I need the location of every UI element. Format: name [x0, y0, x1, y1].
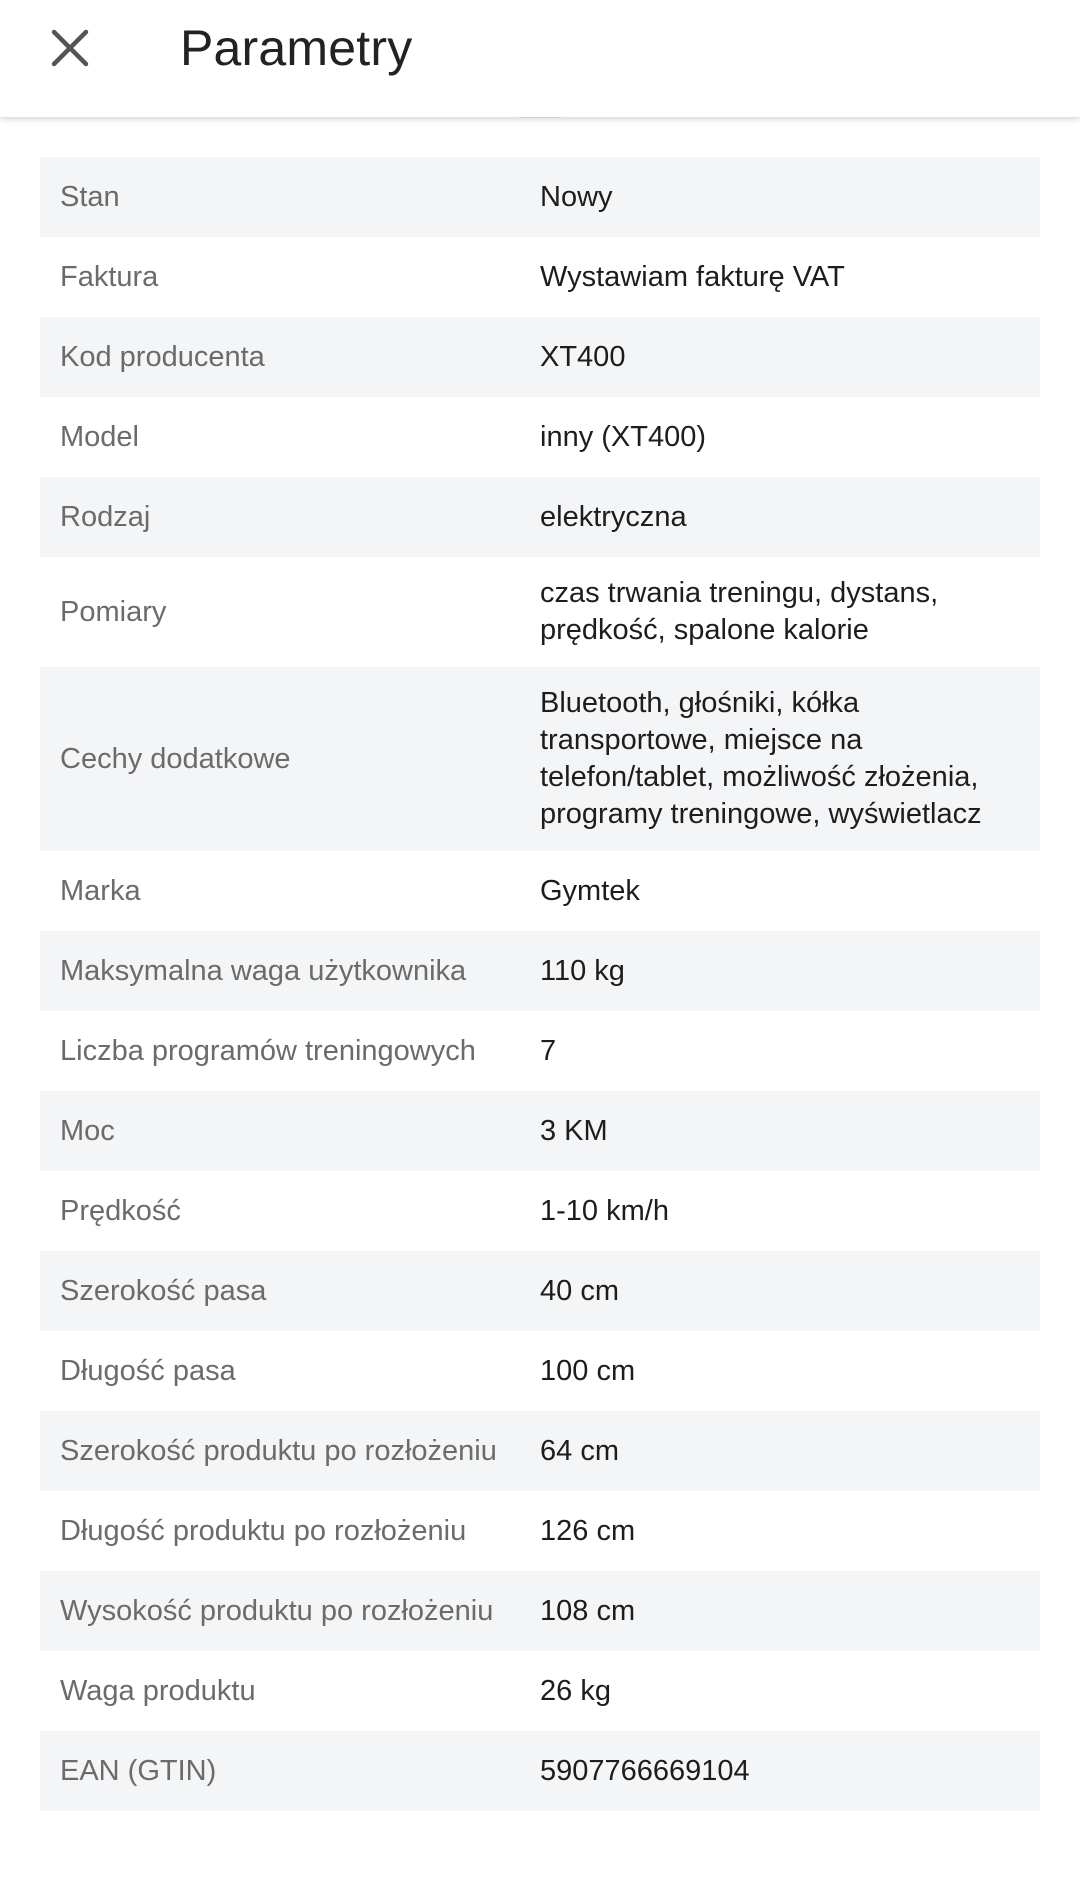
param-value: Nowy — [540, 180, 613, 213]
table-row — [40, 667, 1040, 851]
param-label: Cechy dodatkowe — [60, 742, 291, 775]
param-label: Wysokość produktu po rozłożeniu — [60, 1594, 494, 1627]
param-label: Pomiary — [60, 595, 167, 628]
param-value: inny (XT400) — [540, 420, 707, 453]
table-row — [40, 1411, 1040, 1491]
parameters-table — [40, 157, 1040, 1811]
table-row — [40, 851, 1040, 931]
table-row — [40, 1491, 1040, 1571]
param-value: 108 cm — [540, 1594, 636, 1627]
param-value: elektryczna — [540, 500, 687, 533]
param-value: 5907766669104 — [540, 1754, 750, 1787]
param-label: Model — [60, 420, 139, 453]
param-value: 1-10 km/h — [540, 1194, 669, 1227]
param-label: Liczba programów treningowych — [60, 1034, 476, 1067]
table-row — [40, 397, 1040, 477]
table-row — [40, 1091, 1040, 1171]
table-row — [40, 1731, 1040, 1811]
param-value: Gymtek — [540, 874, 640, 907]
top-app-bar — [0, 0, 1080, 117]
param-value: 64 cm — [540, 1434, 619, 1467]
table-row — [40, 1011, 1040, 1091]
param-label: Stan — [60, 180, 120, 213]
table-row — [40, 317, 1040, 397]
param-value: Wystawiam fakturę VAT — [540, 260, 845, 293]
table-row — [40, 477, 1040, 557]
table-row — [40, 931, 1040, 1011]
param-label: EAN (GTIN) — [60, 1754, 217, 1787]
table-row — [40, 1571, 1040, 1651]
param-value: 110 kg — [540, 954, 625, 987]
param-value: 126 cm — [540, 1514, 636, 1547]
table-row — [40, 1651, 1040, 1731]
param-label: Waga produktu — [60, 1674, 256, 1707]
param-label: Szerokość pasa — [60, 1274, 267, 1307]
param-value: 100 cm — [540, 1354, 636, 1387]
param-label: Moc — [60, 1114, 115, 1147]
param-value: 7 — [540, 1034, 557, 1067]
table-row — [40, 1331, 1040, 1411]
param-label: Maksymalna waga użytkownika — [60, 954, 467, 987]
param-value: czas trwania treningu, dystans, prędkość, spalone kalorie — [540, 577, 939, 646]
param-label: Szerokość produktu po rozłożeniu — [60, 1434, 497, 1467]
table-row — [40, 157, 1040, 237]
param-value: Bluetooth, głośniki, kółka transportowe, miejsce na telefon/tablet, możliwość złożenia, programy treningowe, wyświetlacz — [540, 687, 982, 830]
table-row — [40, 237, 1040, 317]
param-label: Rodzaj — [60, 500, 151, 533]
param-label: Kod producenta — [60, 340, 265, 373]
param-label: Faktura — [60, 260, 159, 293]
param-label: Długość pasa — [60, 1354, 236, 1387]
param-label: Prędkość — [60, 1194, 181, 1227]
table-row — [40, 1251, 1040, 1331]
param-value: 40 cm — [540, 1274, 619, 1307]
param-value: 26 kg — [540, 1674, 611, 1707]
table-row — [40, 1171, 1040, 1251]
table-row — [40, 557, 1040, 667]
param-label: Marka — [60, 874, 141, 907]
param-value: XT400 — [540, 340, 626, 373]
param-value: 3 KM — [540, 1114, 608, 1147]
close-button[interactable] — [44, 22, 96, 74]
param-label: Długość produktu po rozłożeniu — [60, 1514, 467, 1547]
close-icon — [44, 22, 96, 74]
page-title: Parametry — [180, 20, 413, 76]
